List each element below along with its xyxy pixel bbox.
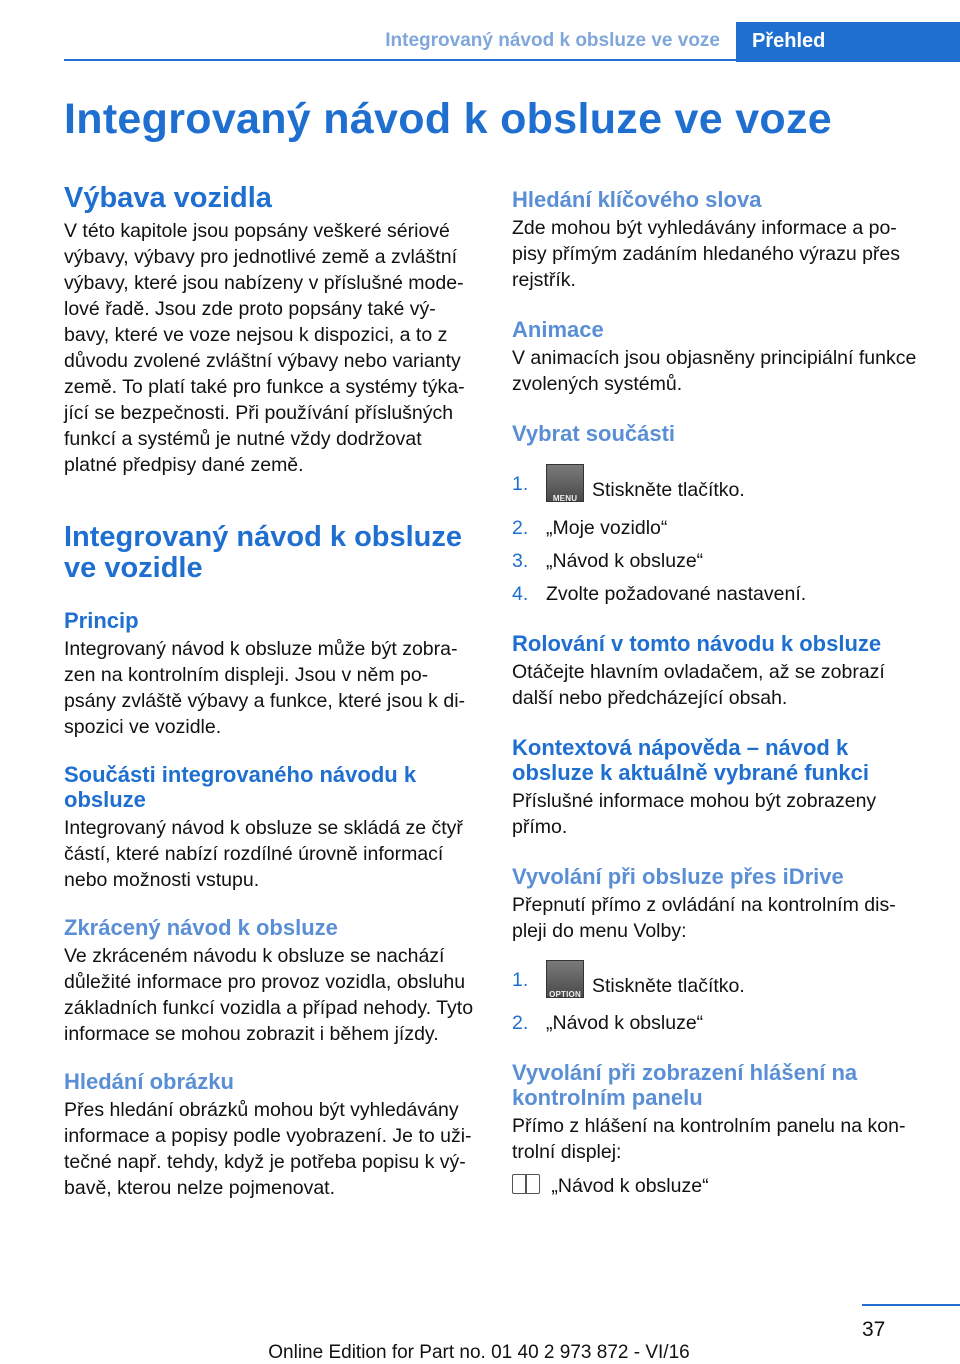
vybrat-title: Vybrat součásti (512, 421, 676, 446)
book-icon (512, 1174, 540, 1194)
rolovani-text: Otáčejte hlavním ovladačem, až se zobrazí další nebo předcházející obsah. (512, 661, 885, 709)
page-number: 37 (862, 1318, 886, 1341)
list-item: 1. MENU Stiskněte tlačítko. (512, 464, 932, 510)
idrive-steps (512, 960, 932, 1036)
list-item: 3. „Návod k obsluze“ (512, 550, 704, 572)
hlaseni-text: Přímo z hlášení na kontrolním panelu na kon- trolní displej: (512, 1115, 906, 1163)
vybava-text: V této kapitole jsou popsány veškeré sériové výbavy, výbavy pro jednotlivé země a zvláštní výbavy, které jsou nabízeny v příslušné mode- lové řadě. Jsou zde proto popsány také vý- bavy, které ve voze nejsou k dispozici, a to z důvodu zvolené zvláštní výbavy nebo varianty země. To platí také pro funkce a systémy týka- jící se bezpečnosti. Při používání příslušných funkcí a systémů je nutné vždy dodržovat platné předpisy dané země. (64, 220, 465, 476)
princip-text: Integrovaný návod k obsluze může být zobra- zen na kontrolním displeji. Jsou v něm po- psány zvláště výbavy a funkce, které jsou k di- spozici ve vozidle. (64, 638, 466, 738)
header-tab (736, 22, 960, 62)
step-number: 2. (512, 517, 529, 539)
princip-title: Princip (64, 608, 139, 633)
hlaseni-item: „Návod k obsluze“ (512, 1173, 932, 1199)
footer-text: Online Edition for Part no. 01 40 2 973 872 - VI/16 (268, 1342, 690, 1363)
zkraceny-title: Zkrácený návod k obsluze (64, 915, 338, 940)
left-column (64, 183, 484, 1201)
rolovani-title: Rolování v tomto návodu k obsluze (512, 631, 882, 656)
klic-text: Zde mohou být vyhledávány informace a po- pisy přímým zadáním hledaného výrazu přes rejstřík. (512, 217, 901, 291)
vybrat-steps (512, 464, 932, 607)
step-number: 2. (512, 1012, 529, 1034)
soucasti-title: Součásti integrovaného návodu k obsluze (64, 762, 417, 812)
ivozidle-title: Integrovaný návod k obsluze ve vozidle (64, 521, 463, 584)
hlaseni-title: Vyvolání při zobrazení hlášení na kontrolním panelu (512, 1060, 858, 1110)
obrazku-title: Hledání obrázku (64, 1069, 234, 1094)
kontext-title: Kontextová nápověda – návod k obsluze k aktuálně vybrané funkci (512, 735, 870, 785)
kontext-text: Příslušné informace mohou být zobrazeny přímo. (512, 790, 877, 838)
klic-title: Hledání klíčového slova (512, 187, 762, 212)
header-rule (64, 59, 736, 61)
vybava-title: Výbava vozidla (64, 182, 272, 214)
step-number: 1. (512, 969, 529, 991)
step-number: 4. (512, 583, 529, 605)
option-button-icon: OPTION (546, 960, 584, 998)
obrazku-text: Přes hledání obrázků mohou být vyhledávány informace a popisy podle vyobrazení. Je to uži- tečné např. tehdy, když je potřeba popisu k vý- bavě, kterou nelze pojmenovat. (64, 1099, 472, 1199)
header-section-title: Integrovaný návod k obsluze ve voze (385, 30, 720, 51)
idrive-text: Přepnutí přímo z ovládání na kontrolním dis- pleji do menu Volby: (512, 894, 896, 942)
step-number: 1. (512, 473, 529, 495)
idrive-title: Vyvolání při obsluze přes iDrive (512, 864, 844, 889)
menu-button-icon: MENU (546, 464, 584, 502)
list-item: 1. OPTION Stiskněte tlačítko. (512, 960, 932, 1006)
animace-text: V animacích jsou objasněny principiální funkce zvolených systémů. (512, 347, 917, 395)
animace-title: Animace (512, 317, 604, 342)
list-item: 2. „Návod k obsluze“ (512, 1012, 704, 1034)
soucasti-text: Integrovaný návod k obsluze se skládá ze čtyř částí, které nabízí rozdílné úrovně informací nebo možnosti vstupu. (64, 817, 463, 891)
list-item: 2. „Moje vozidlo“ (512, 517, 668, 539)
step-number: 3. (512, 550, 529, 572)
list-item: 4. Zvolte požadované nastavení. (512, 583, 807, 605)
header-tab-label: Přehled (752, 30, 826, 52)
right-column (512, 183, 932, 1199)
footer-rule (862, 1304, 960, 1306)
zkraceny-text: Ve zkráceném návodu k obsluze se nachází důležité informace pro provoz vozidla, obsluhu základních funkcí vozidla a případ nehody. Tyto informace se mohou zobrazit i během jízdy. (64, 945, 474, 1045)
page-title: Integrovaný návod k obsluze ve voze (64, 95, 832, 143)
